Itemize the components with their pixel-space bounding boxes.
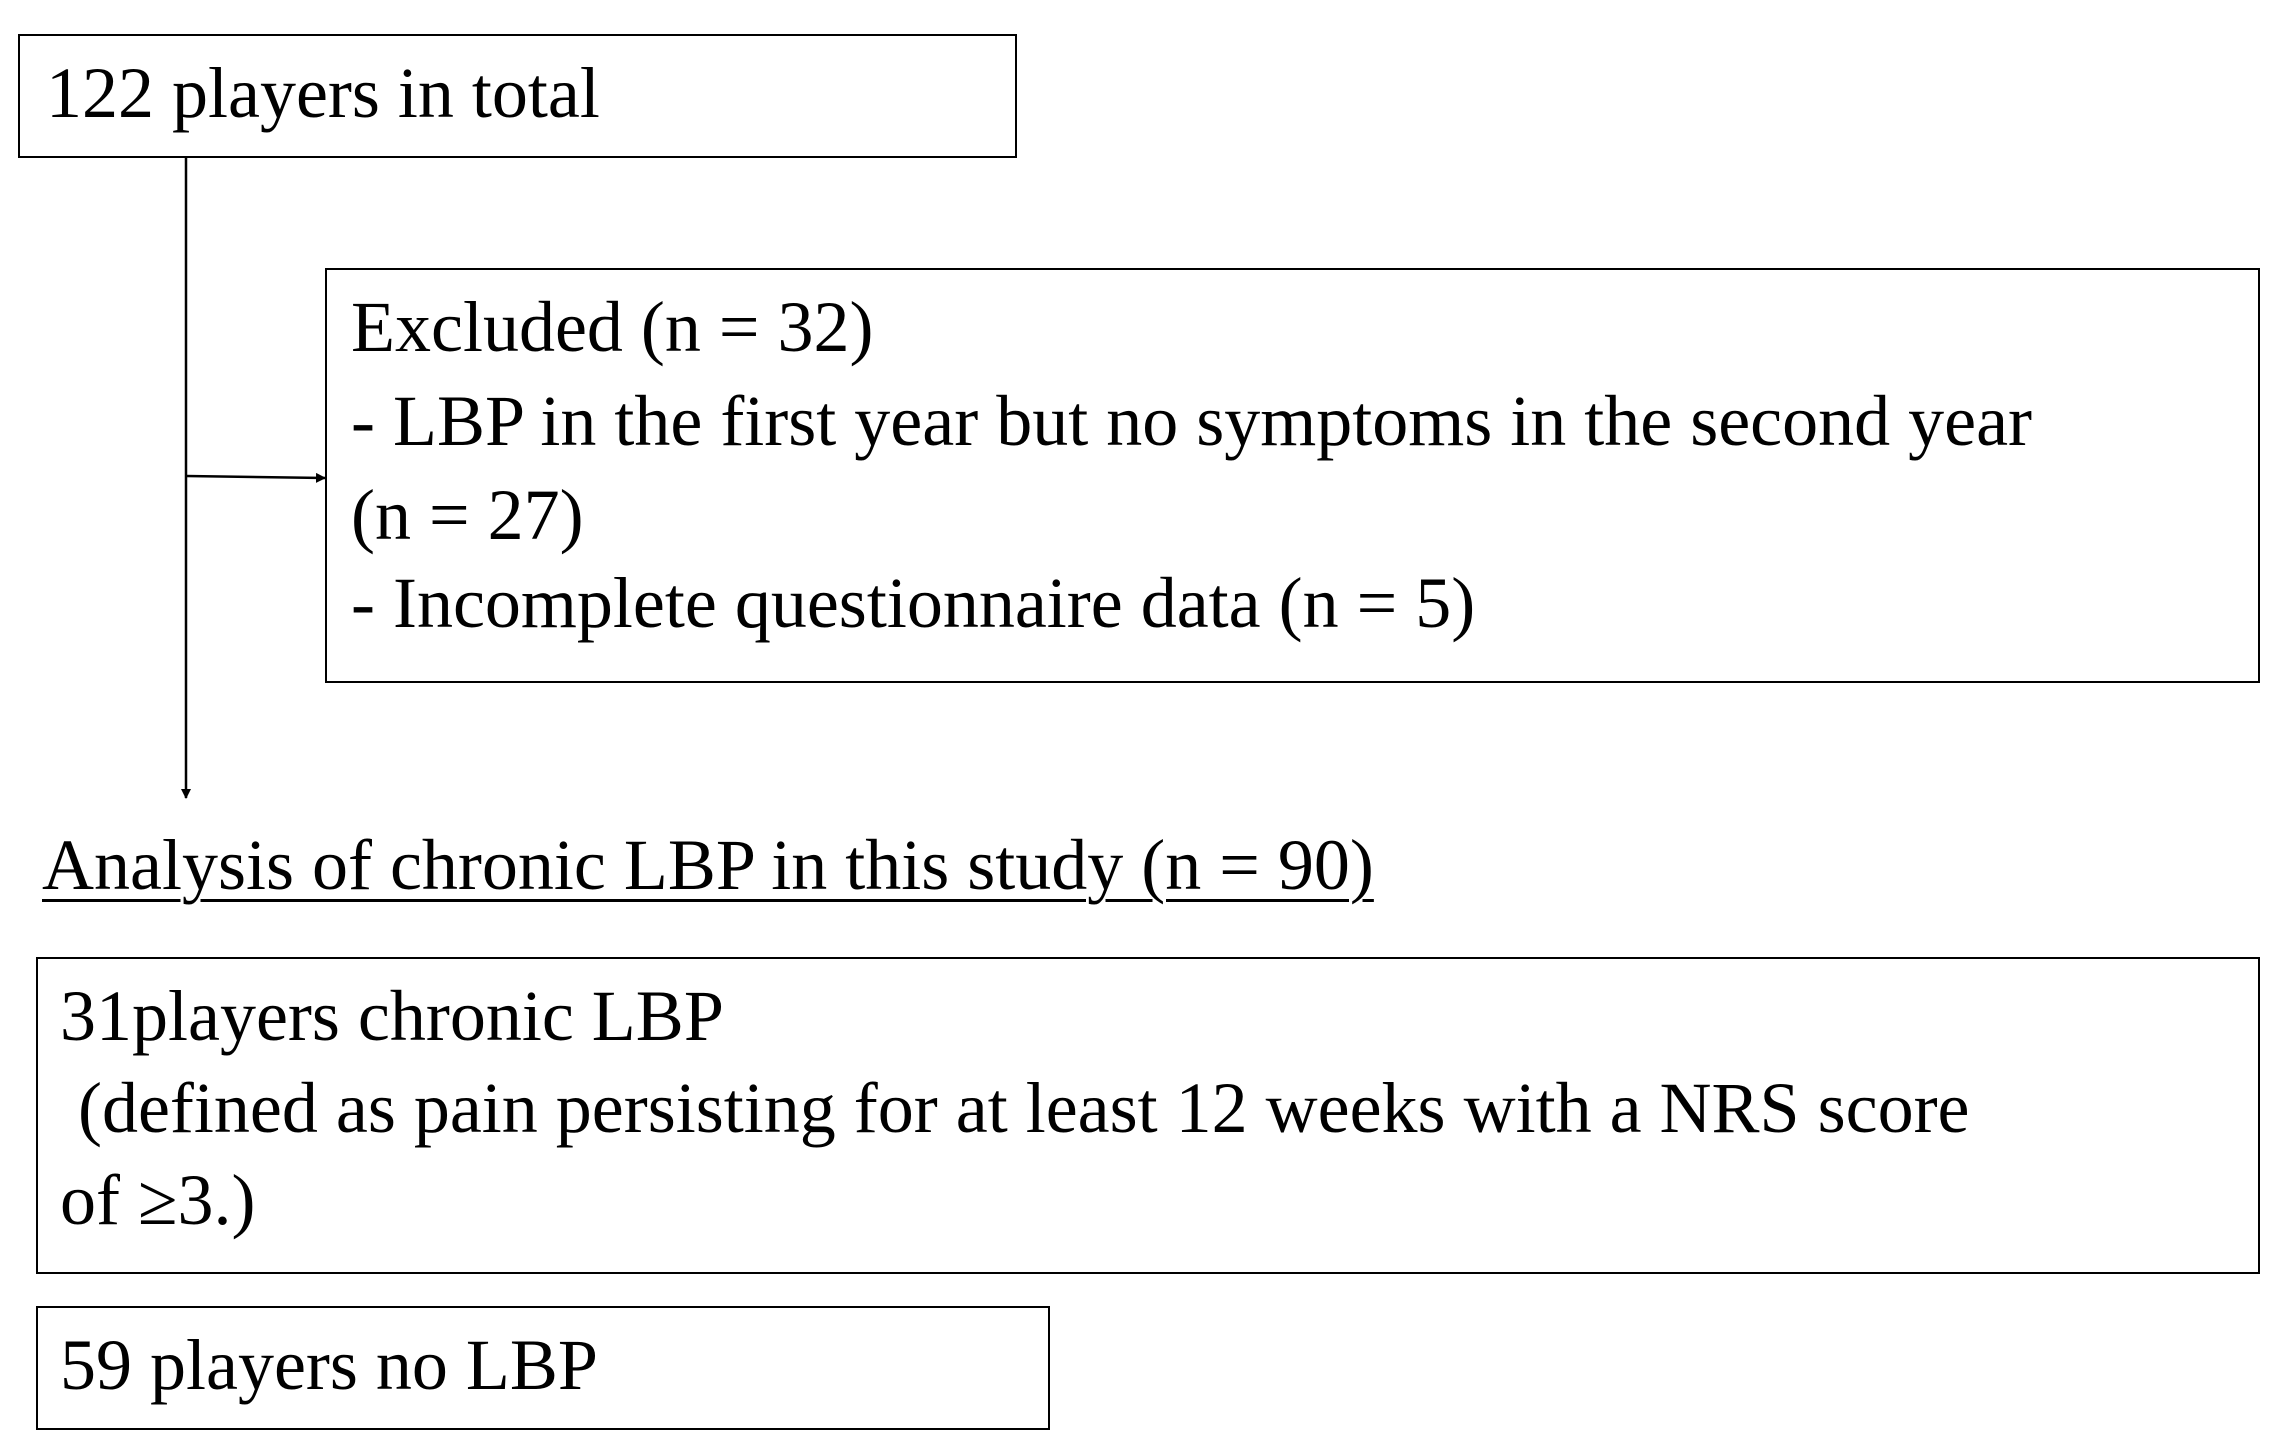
excluded-reason-incomplete-data: - Incomplete questionnaire data (n = 5) <box>351 563 1476 643</box>
no-lbp-text: 59 players no LBP <box>60 1325 598 1405</box>
excluded-box <box>325 268 2260 683</box>
no-lbp-box <box>36 1306 1050 1430</box>
chronic-lbp-definition-end: of ≥3.) <box>60 1160 256 1240</box>
excluded-reason-lbp-count: (n = 27) <box>351 475 584 555</box>
chronic-lbp-definition: (defined as pain persisting for at least 12 weeks with a NRS score <box>60 1068 1970 1148</box>
exclusion-branch-arrow <box>186 476 325 478</box>
total-players-text: 122 players in total <box>46 53 600 133</box>
chronic-lbp-box <box>36 957 2260 1274</box>
chronic-lbp-count: 31players chronic LBP <box>60 976 724 1056</box>
analysis-heading: Analysis of chronic LBP in this study (n = 90) <box>42 825 1374 905</box>
excluded-title: Excluded (n = 32) <box>351 287 874 367</box>
excluded-reason-lbp-first-year: - LBP in the first year but no symptoms in the second year <box>351 381 2033 461</box>
total-players-box <box>18 34 1017 158</box>
